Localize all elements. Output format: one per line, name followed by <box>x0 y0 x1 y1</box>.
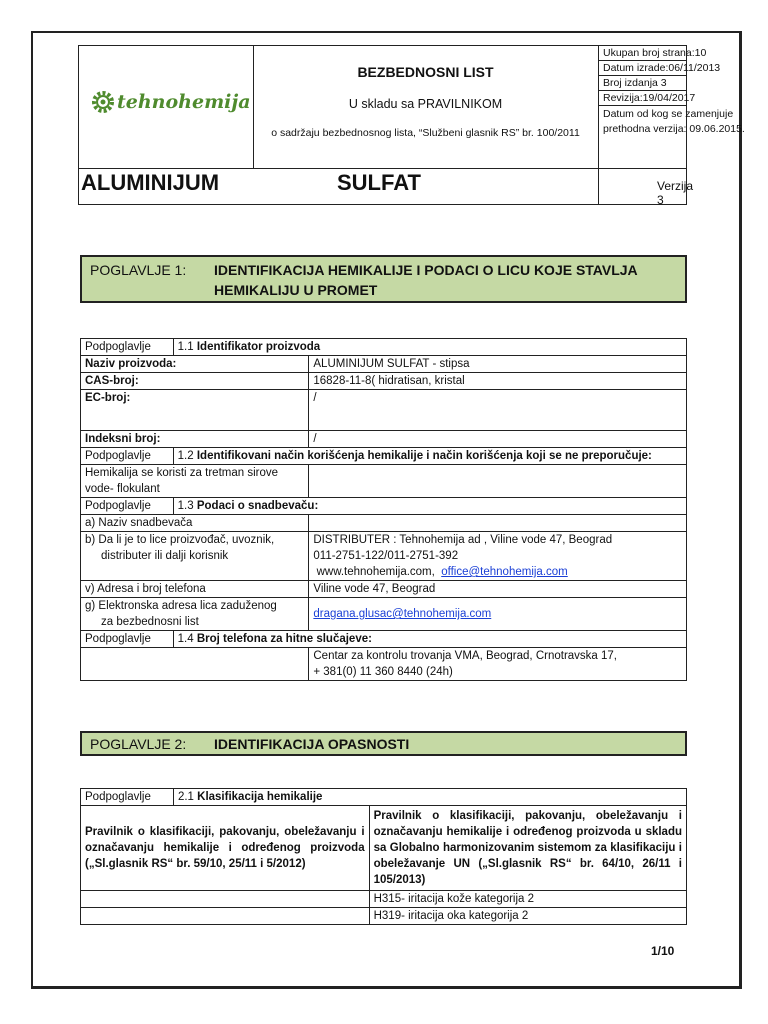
emergency-phone: + 381(0) 11 360 8440 (24h) <box>313 666 453 678</box>
page-number: 1/10 <box>651 944 675 958</box>
table-row <box>81 891 687 908</box>
table-row <box>81 356 687 373</box>
usage-line: vode- flokulant <box>85 483 160 495</box>
subsection-number: 1.3 <box>177 500 194 512</box>
product-name-2: SULFAT <box>337 170 421 195</box>
classification-old-header: Pravilnik o klasifikaciji, pakovanju, obeležavanju i označavanju hemikalije i određenog proizvoda („Sl.glasnik RS“ br. 59/10, 25/11 i 5/2012) <box>81 806 370 891</box>
field-label <box>81 465 309 498</box>
field-label <box>81 532 309 581</box>
compliance-text: U skladu sa PRAVILNIKOM <box>348 97 503 111</box>
subsection-label: Podpoglavlje <box>81 339 174 356</box>
field-value: Viline vode 47, Beograd <box>309 581 687 598</box>
field-label: a) Naziv snadbevača <box>81 515 309 532</box>
table-row <box>81 598 687 631</box>
table-row <box>81 515 687 532</box>
table-row <box>81 581 687 598</box>
phone-line: 011-2751-122/011-2751-392 <box>313 550 459 562</box>
meta-created-date: Datum izrade:06/11/2013 <box>598 61 686 76</box>
field-label: Indeksni broj: <box>81 431 309 448</box>
table-row <box>81 465 687 498</box>
table-row <box>81 498 687 515</box>
doc-title: BEZBEDNOSNI LIST <box>357 64 494 80</box>
subsection-title: Identifikovani način korišćenja hemikalije i način korišćenja koji se ne preporučuje: <box>196 450 652 462</box>
subsection-title: Broj telefona za hitne slučajeve: <box>196 633 372 645</box>
chapter-2-table <box>80 788 687 925</box>
table-row <box>81 631 687 648</box>
usage-line: Hemikalija se koristi za tretman sirove <box>85 467 279 479</box>
product-row <box>79 168 694 207</box>
field-label <box>81 598 309 631</box>
office-email-link[interactable]: office@tehnohemija.com <box>441 566 568 578</box>
sds-email-link[interactable]: dragana.glusac@tehnohemija.com <box>313 608 492 620</box>
field-label: Naziv proizvoda: <box>81 356 309 373</box>
table-row <box>81 789 687 806</box>
label-line: b) Da li je to lice proizvođač, uvoznik, <box>85 534 275 546</box>
table-row <box>81 448 687 465</box>
field-value <box>309 465 687 498</box>
chapter-2-title: IDENTIFIKACIJA OPASNOSTI <box>214 736 410 752</box>
subsection-number: 2.1 <box>177 791 194 803</box>
compliance-detail: o sadržaju bezbednosnog lista, “Službeni glasnik RS” br. 100/2011 <box>271 127 580 139</box>
subsection-number: 1.4 <box>177 633 194 645</box>
distributor-line: DISTRIBUTER : Tehnohemija ad , Viline vode 47, Beograd <box>313 534 613 546</box>
web-line <box>313 564 682 580</box>
label-line: distributer ili dalji korisnik <box>101 550 229 562</box>
subsection-title: Klasifikacija hemikalije <box>197 791 323 803</box>
field-label: CAS-broj: <box>81 373 309 390</box>
title-cell <box>253 46 599 168</box>
table-row <box>81 532 687 581</box>
logo-wordmark: tehnohemija <box>117 91 251 113</box>
company-logo <box>89 88 251 116</box>
label-line: za bezbednosni list <box>101 616 199 628</box>
chapter-1-title-line2: HEMIKALIJU U PROMET <box>214 282 378 298</box>
classification-old-value <box>81 908 370 925</box>
field-value <box>309 532 687 581</box>
meta-revision: Revizija:19/04/2017 <box>598 91 686 106</box>
label-line: g) Elektronska adresa lica zaduženog <box>85 600 277 612</box>
classification-old-value <box>81 891 370 908</box>
hazard-h315: H315- iritacija kože kategorija 2 <box>369 891 686 908</box>
classification-ghs-header: Pravilnik o klasifikaciji, pakovanju, obeležavanju i označavanju hemikalije i određenog proizvoda u skladu sa Globalno harmonizovanim sistemom za klasifikaciju i obeležavanje UN („Sl.glasnik RS“ br. 64/10, 26/11 i 105/2013) <box>369 806 686 891</box>
meta-cell <box>598 46 745 168</box>
chapter-2-heading <box>80 731 687 756</box>
subsection-1-4 <box>173 631 686 648</box>
chapter-1-table <box>80 338 687 681</box>
product-name-1: ALUMINIJUM <box>81 170 220 195</box>
version-label: Verzija 3 <box>657 179 694 207</box>
subsection-2-1 <box>173 789 369 806</box>
table-row <box>81 431 687 448</box>
field-value: 16828-11-8( hidratisan, kristal <box>309 373 687 390</box>
hazard-h319: H319- iritacija oka kategorija 2 <box>369 908 686 925</box>
field-label <box>81 648 309 681</box>
subsection-1-1 <box>173 339 686 356</box>
meta-edition: Broj izdanja 3 <box>598 76 686 91</box>
field-value <box>309 648 687 681</box>
subsection-title: Podaci o snadbevaču: <box>196 500 319 512</box>
subsection-label: Podpoglavlje <box>81 631 174 648</box>
emergency-line: Centar za kontrolu trovanja VMA, Beograd, Crnotravska 17, <box>313 650 617 662</box>
gear-icon <box>89 88 117 116</box>
meta-replaces: Datum od kog se zamenjuje prethodna verzija: 09.06.2015. <box>603 108 745 135</box>
subsection-number: 1.1 <box>177 341 194 353</box>
website-link[interactable]: www.tehnohemija.com, <box>316 566 435 578</box>
field-value <box>309 515 687 532</box>
field-value: / <box>309 390 687 431</box>
subsection-label: Podpoglavlje <box>81 498 174 515</box>
table-row <box>81 648 687 681</box>
chapter-1-title-line1: IDENTIFIKACIJA HEMIKALIJE I PODACI O LICU KOJE STAVLJA <box>214 262 638 278</box>
field-label: EC-broj: <box>81 390 309 431</box>
subsection-title: Identifikator proizvoda <box>196 341 321 353</box>
field-value: ALUMINIJUM SULFAT - stipsa <box>309 356 687 373</box>
subsection-label: Podpoglavlje <box>81 448 174 465</box>
field-value <box>309 598 687 631</box>
logo-cell <box>79 46 254 168</box>
subsection-1-2 <box>173 448 686 465</box>
table-row <box>81 390 687 431</box>
table-row <box>81 339 687 356</box>
subsection-1-3 <box>173 498 686 515</box>
table-row <box>81 373 687 390</box>
subsection-label: Podpoglavlje <box>81 789 174 806</box>
chapter-1-heading <box>80 255 687 303</box>
chapter-1-label: POGLAVLJE 1: <box>90 262 187 278</box>
field-value: / <box>309 431 687 448</box>
table-row <box>81 806 687 891</box>
chapter-2-label: POGLAVLJE 2: <box>90 736 187 752</box>
meta-total-pages: Ukupan broj strana:10 <box>598 46 686 61</box>
field-label: v) Adresa i broj telefona <box>81 581 309 598</box>
table-row <box>81 908 687 925</box>
document-header <box>78 45 745 207</box>
subsection-number: 1.2 <box>177 450 194 462</box>
